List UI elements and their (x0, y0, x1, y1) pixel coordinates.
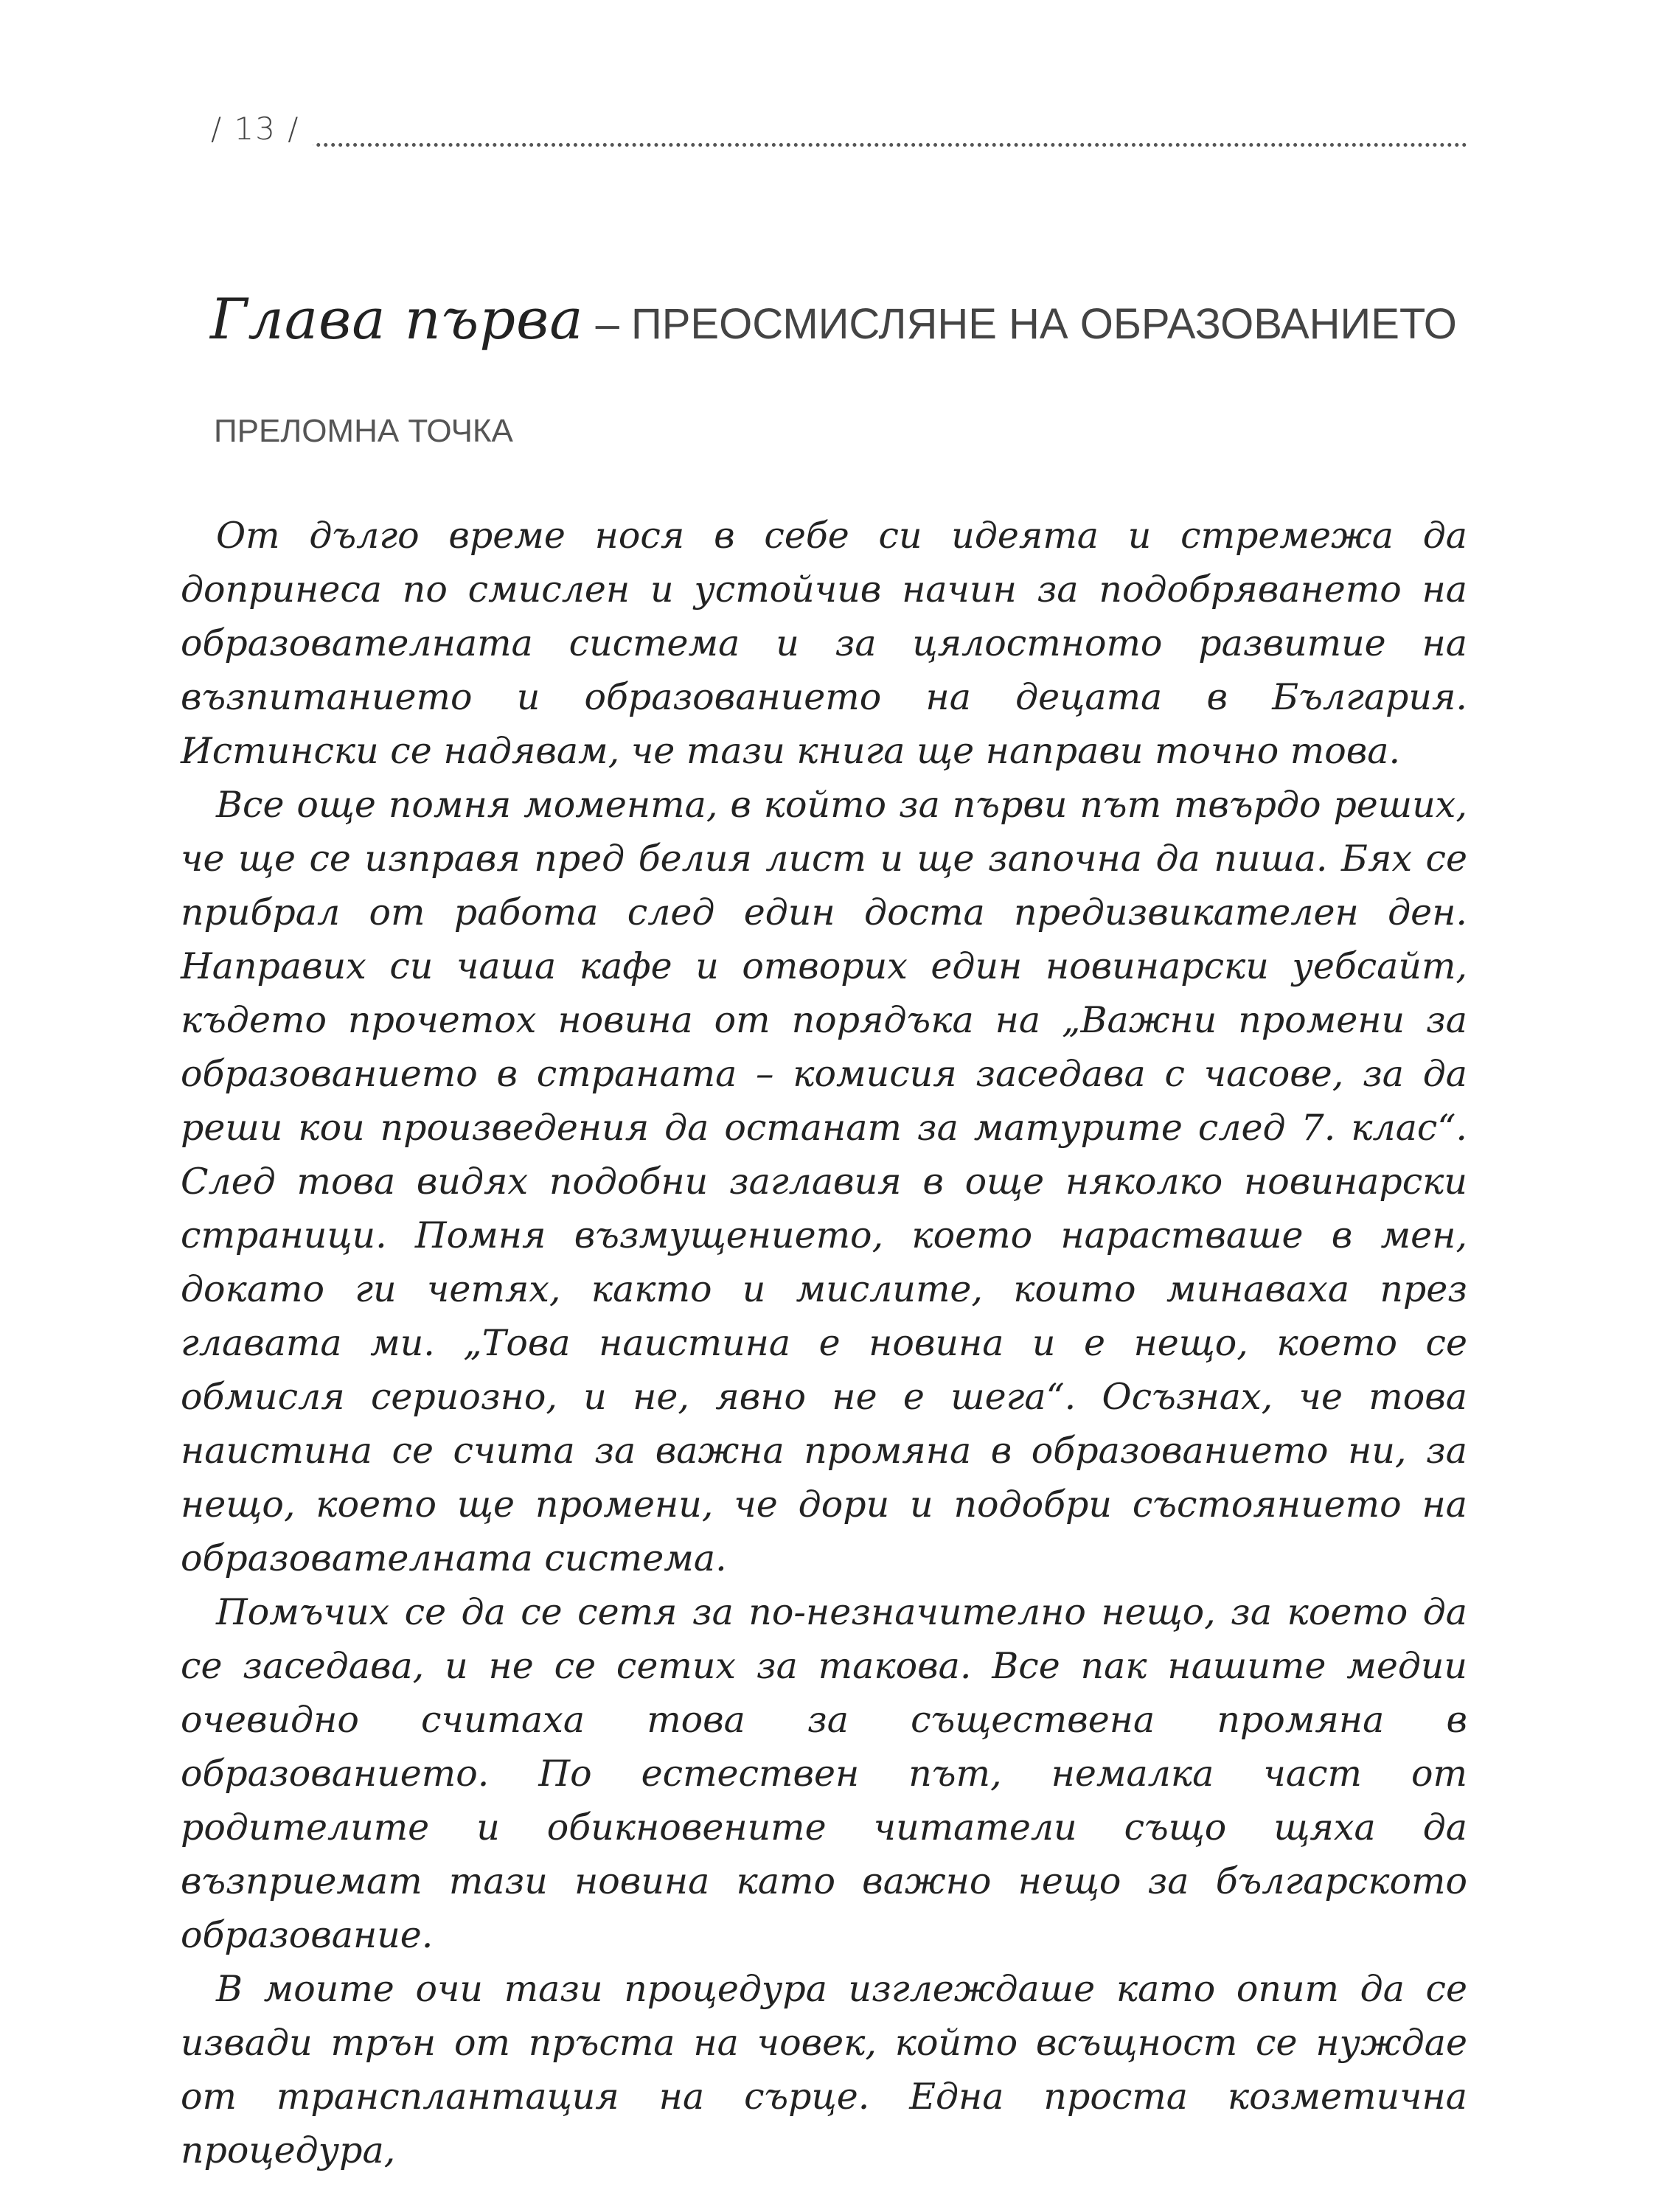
chapter-title: – ПРЕОСМИСЛЯНЕ НА ОБРАЗОВАНИЕТО (583, 300, 1457, 348)
page-number: / 13 / (177, 109, 313, 149)
paragraph: От дълго време нося в себе си идеята и стремежа да допринеса по смислен и устойчив начин за подобряването на образователната система и за цялостното развитие на възпитанието и образованието на децата в България. Истински се надявам, че тази книга ще направи точно това. (181, 515, 1467, 772)
chapter-heading (210, 286, 1464, 352)
paragraph: В моите очи тази процедура изглеждаше като опит да се извади трън от пръста на човек, който всъщност се нуждае от трансплантация на сърце. Една проста козметична процедура, (181, 1968, 1467, 2171)
page-header (177, 109, 1467, 153)
section-title: ПРЕЛОМНА ТОЧКА (214, 413, 513, 449)
chapter-label: Глава първа (210, 286, 584, 352)
dotted-rule (177, 143, 1467, 147)
paragraph: Все още помня момента, в който за първи път твърдо реших, че ще се изправя пред белия лист и ще започна да пиша. Бях се прибрал от работа след един доста предизвикателен ден. Направих си чаша кафе и отворих един новинарски уебсайт, където прочетох новина от порядъка на „Важни промени за образованието в страната – комисия заседава с часове, за да реши кои произведения да останат за матурите след 7. клас“. След това видях подобни заглавия в още няколко новинарски страници. Помня възмущението, което нарастваше в мен, докато ги четях, както и мислите, които минаваха през главата ми. „Това наистина е новина и е нещо, което се обмисля сериозно, и не, явно не е шега“. Осъзнах, че това наистина се счита за важна промяна в образованието ни, за нещо, което ще промени, че дори и подобри състоянието на образователната система. (181, 784, 1467, 1579)
paragraph: Помъчих се да се сетя за по-незначително нещо, за което да се заседава, и не се сетих за такова. Все пак нашите медии очевидно считаха това за съществена промяна в образованието. По естествен път, немалка част от родителите и обикновените читатели също щяха да възприемат тази новина като важно нещо за българското образование. (181, 1591, 1467, 1956)
body-text (181, 509, 1467, 2177)
